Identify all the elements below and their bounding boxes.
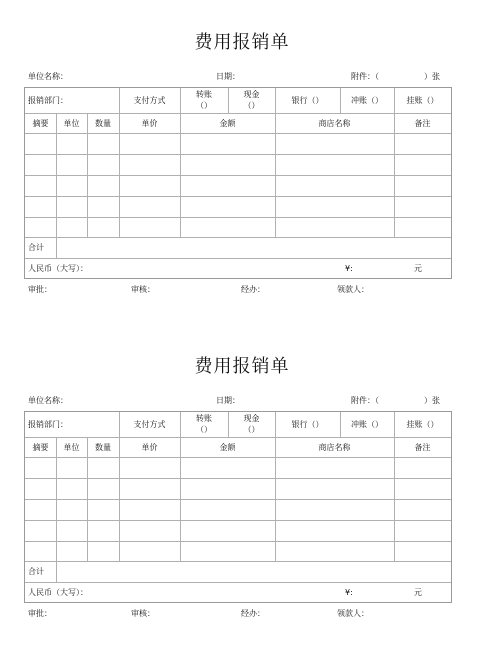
yuan-label: 元 [414,588,422,597]
attachment-label: 附件：（ [351,72,379,81]
transfer-label: 转账 [196,414,212,423]
expense-form-1 [0,0,484,300]
col-header-quantity: 数量 [95,443,111,452]
dept-label: 报销部门： [28,96,68,105]
transfer-label: 转账 [196,90,212,99]
date-label: 日期： [216,396,240,405]
col-header-unit-price: 单价 [141,443,158,452]
col-header-amount: 金额 [219,443,236,452]
payment-method-label: 支付方式 [133,420,166,429]
yen-label: ¥: [345,264,353,273]
yuan-label: 元 [414,264,422,273]
col-header-unit-price: 单价 [141,119,158,128]
recipient-label: 领款人： [337,285,369,294]
expense-table [24,87,452,279]
approval-label: 审批： [28,609,52,618]
offset-label: 冲账（） [351,420,383,429]
col-header-remarks: 备注 [414,119,431,128]
expense-table [24,411,452,603]
col-header-quantity: 数量 [95,119,111,128]
col-header-store-name: 商店名称 [318,119,351,128]
handler-label: 经办： [241,285,265,294]
cash-label: 现金 [243,90,260,99]
form-title: 费用报销单 [194,356,290,377]
dept-label: 报销部门： [28,420,68,429]
col-header-amount: 金额 [219,119,236,128]
review-label: 审核： [131,285,155,294]
transfer-paren: （） [196,101,212,110]
col-header-remarks: 备注 [414,443,431,452]
pending-label: 挂账（） [406,96,439,105]
payment-method-label: 支付方式 [133,96,166,105]
total-label: 合计 [28,567,44,576]
cash-paren: （） [243,101,260,110]
col-header-unit: 单位 [63,443,80,452]
unit-name-label: 单位名称： [28,396,68,405]
col-header-store-name: 商店名称 [318,443,351,452]
bank-label: 银行（） [291,96,324,105]
review-label: 审核： [131,609,155,618]
attachment-unit-label: ）张 [424,72,440,81]
attachment-label: 附件：（ [351,396,379,405]
cash-paren: （） [243,425,260,434]
col-header-summary: 摘要 [32,119,49,128]
col-header-unit: 单位 [63,119,80,128]
yen-label: ¥: [345,588,353,597]
rmb-label: 人民币（大写）： [28,588,88,597]
approval-label: 审批： [28,285,52,294]
rmb-label: 人民币（大写）： [28,264,88,273]
handler-label: 经办： [241,609,265,618]
form-title: 费用报销单 [194,32,290,53]
cash-label: 现金 [243,414,260,423]
attachment-unit-label: ）张 [424,396,440,405]
transfer-paren: （） [196,425,212,434]
pending-label: 挂账（） [406,420,439,429]
col-header-summary: 摘要 [32,443,49,452]
total-label: 合计 [28,243,44,252]
date-label: 日期： [216,72,240,81]
unit-name-label: 单位名称： [28,72,68,81]
bank-label: 银行（） [291,420,324,429]
expense-form-2 [0,324,484,624]
recipient-label: 领款人： [337,609,369,618]
offset-label: 冲账（） [351,96,383,105]
